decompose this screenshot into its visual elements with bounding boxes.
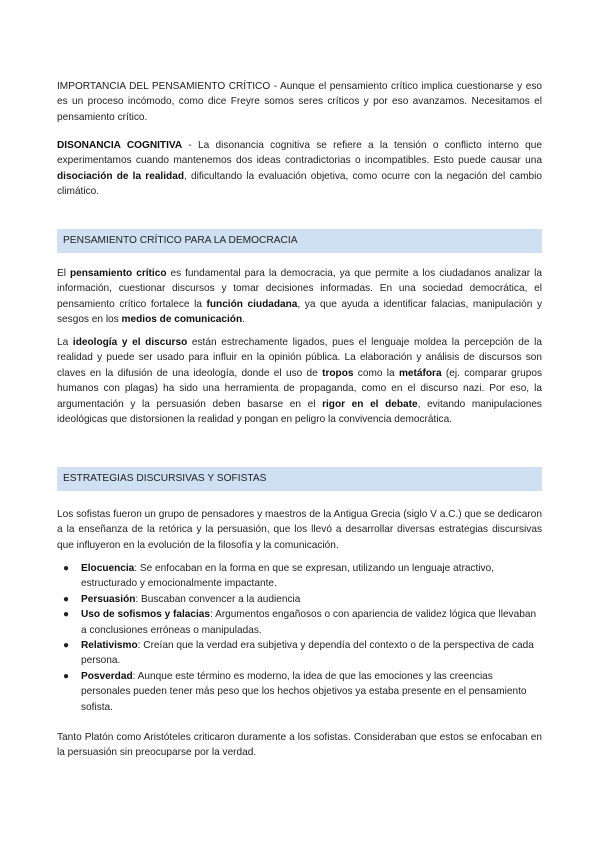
bullet-icon: ●: [63, 593, 70, 605]
text-run: - La disonancia cognitiva se refiere a la tensión o conflicto interno que experimentamos cuando mantenemos dos ideas contradictorias o incompatibles. Esto puede causar una: [57, 140, 543, 167]
list-item: [57, 607, 542, 638]
bold-term: metáfora: [398, 367, 442, 379]
conclusion-paragraph: Tanto Platón como Aristóteles criticaron duramente a los sofistas. Consideraban que estos se enfocaban en la persuasión sin preocuparse por la verdad.: [57, 732, 542, 759]
estrategias-list: [57, 561, 542, 715]
democracia-paragraph-1: [57, 266, 542, 328]
disonancia-paragraph: [57, 138, 542, 200]
list-item: [57, 561, 542, 592]
list-item: [57, 592, 542, 607]
bold-term: Uso de sofismos y falacias: [81, 609, 211, 621]
importancia-paragraph: IMPORTANCIA DEL PENSAMIENTO CRÍTICO - Aunque el pensamiento crítico implica cuestionarse y eso es un proceso incómodo, como dice Freyre somos seres críticos y por eso avanzamos. Necesitamos el pensamiento crítico.: [57, 81, 542, 123]
text-run: , dificultando la evaluación objetiva, como ocurre con la negación del cambio climático.: [57, 170, 542, 198]
disonancia-term: DISONANCIA COGNITIVA: [57, 140, 183, 151]
bold-term: pensamiento crítico: [69, 268, 167, 279]
bold-term: Posverdad: [81, 670, 133, 682]
text-run: .: [242, 314, 245, 326]
bold-term: disociación de la realidad: [57, 170, 184, 182]
democracia-paragraph-2: [57, 335, 542, 427]
text-run: , evitando manipulaciones ideológicas que distorsionen la realidad y pongan en peligro la convivencia democrática.: [57, 398, 542, 426]
text-run: El: [57, 268, 70, 279]
bold-term: Persuasión: [81, 593, 136, 605]
bold-term: medios de comunicación: [121, 314, 243, 326]
bullet-icon: ●: [63, 640, 70, 652]
text-run: : Creían que la verdad era subjetiva y dependía del contexto o de la perspectiva de cada persona.: [81, 640, 534, 667]
sofistas-intro-paragraph: Los sofistas fueron un grupo de pensadores y maestros de la Antigua Grecia (siglo V a.C.) que se dedicaron a la enseñanza de la retórica y la persuasión, que los llevó a desarrollar diversas estrategias discursivas que influyeron en la evolución de la filosofía y la comunicación.: [57, 509, 542, 551]
text-run: como la: [353, 367, 399, 379]
section-heading-sofistas: ESTRATEGIAS DISCURSIVAS Y SOFISTAS: [57, 467, 542, 491]
bold-term: Relativismo: [81, 640, 138, 652]
bullet-icon: ●: [63, 609, 70, 621]
bold-term: función ciudadana: [206, 298, 298, 310]
text-run: : Argumentos engañosos o con apariencia de validez lógica que llevaban a conclusiones erróneas o manipuladas.: [81, 609, 537, 636]
text-run: : Se enfocaban en la forma en que se expresan, utilizando un lenguaje atractivo, estructurado y emocionalmente impactante.: [81, 563, 494, 590]
bold-term: Elocuencia: [81, 563, 135, 574]
list-item: [57, 669, 542, 715]
section-heading-democracia: PENSAMIENTO CRÍTICO PARA LA DEMOCRACIA: [57, 229, 542, 253]
text-run: es fundamental para la democracia, ya que permite a los ciudadanos analizar la información, cuestionar discursos y tomar decisiones informadas. En una sociedad democrática, el pensamiento crítico fortalece la: [57, 268, 542, 310]
list-item: [57, 638, 542, 669]
bullet-icon: ●: [63, 563, 70, 574]
bold-term: tropos: [322, 367, 354, 379]
bold-term: ideología y el discurso: [72, 337, 188, 348]
text-run: están estrechamente ligados, pues el lenguaje moldea la percepción de la realidad y puede ser usado para influir en la opinión pública. La elaboración y análisis de discursos son claves en la difusión de una ideología, donde el uso de: [57, 337, 542, 379]
text-run: : Buscaban convencer a la audiencia: [135, 593, 301, 605]
text-run: : Aunque este término es moderno, la idea de que las emociones y las creencias personales pueden tener más peso que los hechos objetivos ya estaba presente en el pensamiento sofista.: [81, 670, 527, 713]
text-run: La: [57, 337, 73, 348]
text-run: (ej. comparar grupos humanos con plagas) ha sido una herramienta de propaganda, como en el discurso nazi. Por eso, la argumentación y la persuasión deben basarse en el: [57, 367, 542, 410]
text-run: , ya que ayuda a identificar falacias, manipulación y sesgos en los: [57, 298, 543, 326]
bullet-icon: ●: [63, 670, 70, 682]
bold-term: rigor en el debate: [322, 398, 418, 410]
